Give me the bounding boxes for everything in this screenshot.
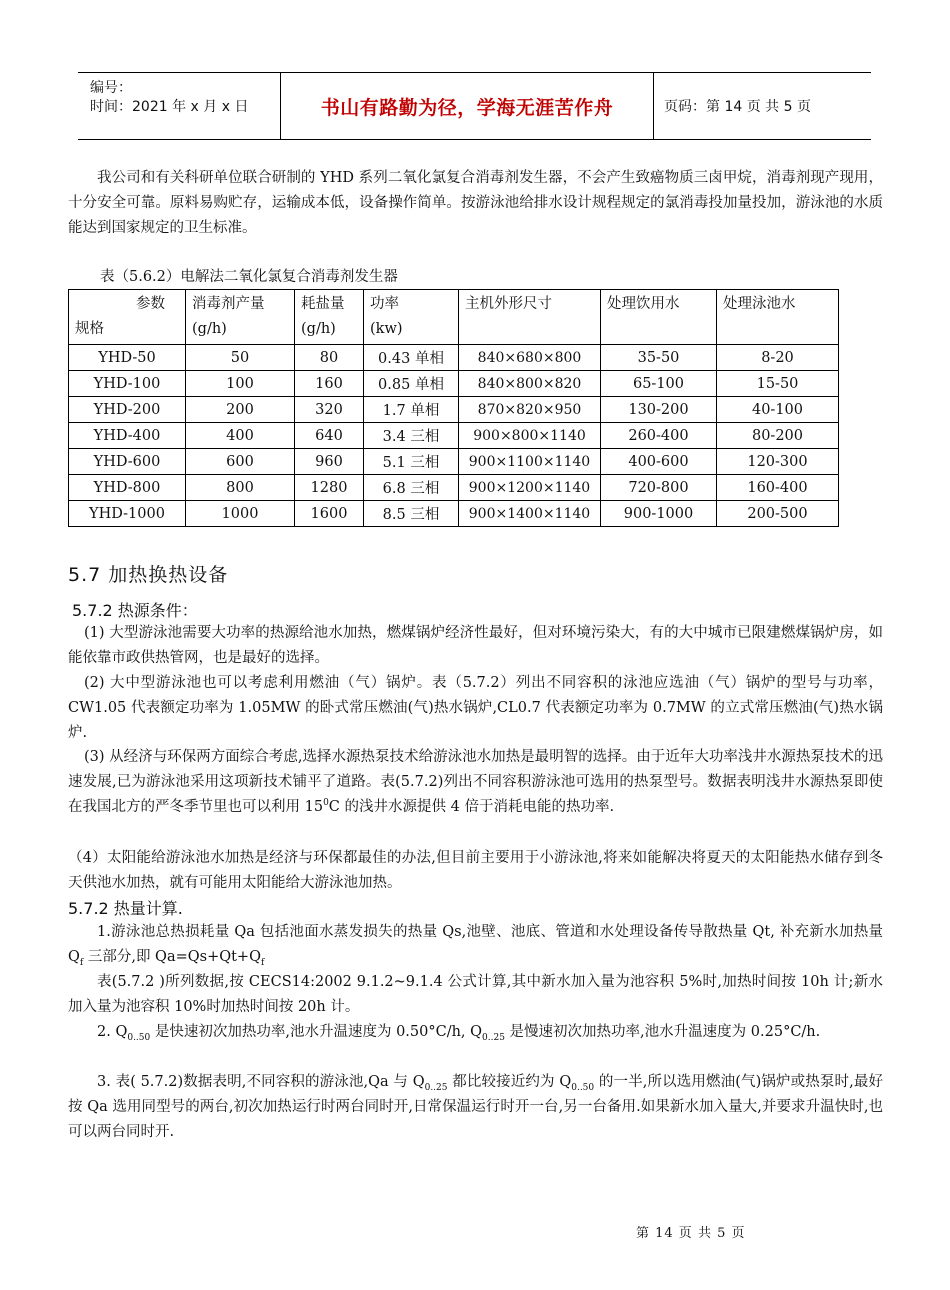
table-row — [69, 371, 839, 397]
cell-salt: 1600 — [295, 501, 364, 527]
cell-size: 870×820×950 — [459, 397, 601, 423]
cell-pool: 80-200 — [717, 423, 839, 449]
table-row — [69, 345, 839, 371]
header-output-label: 消毒剂产量 — [192, 296, 265, 312]
header-number: 编号： — [90, 80, 132, 96]
cell-power: 5.1 三相 — [364, 449, 459, 475]
p3-text-a: (3) 从经济与环保两方面综合考虑,选择水源热泵技术给游泳池水加热是最明智的选择。由于近年大功率浅井水源热泵技术的迅速发展,已为游泳池采用这项新技术铺平了道路。表(5.7.2)列出不同容积游泳池可选用的热泵型号。数据表明浅井水源热泵即使在我国北方的严冬季节里也可以利用 15 — [68, 749, 883, 815]
header-drink-label: 处理饮用水 — [607, 296, 680, 312]
subsection-heat-source: 5.7.2 热源条件： — [72, 601, 198, 620]
paragraph-calc-1 — [68, 920, 883, 970]
header-salt-label: 耗盐量 — [301, 296, 345, 312]
cell-pool: 15-50 — [717, 371, 839, 397]
disinfectant-generator-table — [68, 289, 839, 527]
table-caption: 表（5.6.2）电解法二氧化氯复合消毒剂发生器 — [100, 269, 398, 285]
cell-output: 100 — [186, 371, 295, 397]
cell-model: YHD-1000 — [69, 501, 186, 527]
section-title: 5.7 加热换热设备 — [68, 564, 229, 586]
cell-salt: 320 — [295, 397, 364, 423]
cell-model: YHD-200 — [69, 397, 186, 423]
header-power-label: 功率 — [370, 296, 399, 312]
c1-text-a: 1.游泳池总热损耗量 Qa 包括池面水蒸发损失的热量 Qs,池壁、池底、管道和水处理设备传导散热量 Qt, 补充新水加热量 Q — [68, 924, 883, 965]
cell-output: 1000 — [186, 501, 295, 527]
header-size-label: 主机外形尺寸 — [465, 296, 552, 312]
cell-drink: 720-800 — [601, 475, 717, 501]
paragraph-calc-2 — [68, 1020, 883, 1045]
c2-text-a: 2. Q — [97, 1024, 128, 1040]
cell-model: YHD-600 — [69, 449, 186, 475]
cell-size: 900×1200×1140 — [459, 475, 601, 501]
header-salt-unit: (g/h) — [301, 321, 336, 337]
cell-size: 900×1400×1140 — [459, 501, 601, 527]
header-pool-label: 处理泳池水 — [723, 296, 796, 312]
paragraph-heat-source-1: (1) 大型游泳池需要大功率的热源给池水加热，燃煤锅炉经济性最好，但对环境污染大，有的大中城市已限建燃煤锅炉房，如能依靠市政供热管网，也是最好的选择。 — [68, 625, 883, 666]
header-motto: 书山有路勤为径，学海无涯苦作舟 — [281, 73, 654, 139]
header-output-unit: (g/h) — [192, 321, 227, 337]
cell-model: YHD-400 — [69, 423, 186, 449]
cell-size: 900×800×1140 — [459, 423, 601, 449]
cell-output: 400 — [186, 423, 295, 449]
c2-text-b: 是快速初次加热功率,池水升温速度为 0.50°C/h, Q — [150, 1024, 483, 1040]
cell-pool: 40-100 — [717, 397, 839, 423]
table-row — [69, 397, 839, 423]
cell-size: 900×1100×1140 — [459, 449, 601, 475]
paragraph-calc-3 — [68, 1070, 883, 1145]
cell-output: 600 — [186, 449, 295, 475]
header-salt — [295, 290, 364, 345]
header-drink — [601, 290, 717, 345]
cell-model: YHD-100 — [69, 371, 186, 397]
header-power-unit: (kw) — [370, 321, 403, 337]
cell-salt: 960 — [295, 449, 364, 475]
cell-output: 800 — [186, 475, 295, 501]
cell-pool: 120-300 — [717, 449, 839, 475]
p3-superscript: 0 — [323, 798, 329, 809]
cell-model: YHD-50 — [69, 345, 186, 371]
cell-size: 840×800×820 — [459, 371, 601, 397]
header-power — [364, 290, 459, 345]
c3-text-a: 3. 表( 5.7.2)数据表明,不同容积的游泳池,Qa 与 Q — [97, 1074, 425, 1090]
header-spec: 规格 — [75, 321, 104, 337]
header-size — [459, 290, 601, 345]
paragraph-heat-source-4: （4）太阳能给游泳池水加热是经济与环保都最佳的办法,但目前主要用于小游泳池,将来如能解决将夏天的太阳能热水储存到冬天供池水加热，就有可能用太阳能给大游泳池加热。 — [68, 850, 883, 891]
cell-power: 1.7 单相 — [364, 397, 459, 423]
c2-subscript-2: 0..25 — [482, 1032, 505, 1043]
c3-subscript-1: 0..25 — [424, 1082, 448, 1093]
cell-drink: 260-400 — [601, 423, 717, 449]
cell-salt: 640 — [295, 423, 364, 449]
header-page-number: 页码：第 14 页 共 5 页 — [664, 99, 811, 115]
cell-pool: 8-20 — [717, 345, 839, 371]
cell-power: 3.4 三相 — [364, 423, 459, 449]
cell-output: 200 — [186, 397, 295, 423]
header-param-spec — [69, 290, 186, 345]
cell-pool: 160-400 — [717, 475, 839, 501]
table-row — [69, 501, 839, 527]
c1-text-b: 三部分,即 Qa=Qs+Qt+Q — [83, 949, 261, 965]
c3-text-b: 都比较接近约为 Q — [447, 1074, 572, 1090]
cell-power: 0.85 单相 — [364, 371, 459, 397]
cell-power: 6.8 三相 — [364, 475, 459, 501]
table-row — [69, 449, 839, 475]
p3-text-b: C 的浅井水源提供 4 倍于消耗电能的热功率. — [328, 799, 615, 815]
header-meta — [78, 73, 281, 139]
cell-drink: 900-1000 — [601, 501, 717, 527]
cell-drink: 400-600 — [601, 449, 717, 475]
c1-subscript-1: f — [79, 957, 84, 968]
header-pool — [717, 290, 839, 345]
header-output — [186, 290, 295, 345]
paragraph-heat-source-3 — [68, 745, 883, 820]
cell-power: 8.5 三相 — [364, 501, 459, 527]
paragraph-heat-source-2: (2) 大中型游泳池也可以考虑利用燃油（气）锅炉。表（5.7.2）列出不同容积的泳池应选油（气）锅炉的型号与功率，CW1.05 代表额定功率为 1.05MW 的卧式常压燃油(气)热水锅炉,CL0.7 代表额定功率为 0.7MW 的立式常压燃油(气)热水锅炉. — [68, 675, 883, 741]
c2-subscript-1: 0..50 — [127, 1032, 151, 1043]
c3-text-c: 的一半,所以选用燃油(气)锅炉或热泵时,最好按 Qa 选用同型号的两台,初次加热运行时两台同时开,日常保温运行时开一台,另一台备用.如果新水加入量大,并要求升温快时,也可以两台同时开. — [68, 1074, 884, 1140]
cell-power: 0.43 单相 — [364, 345, 459, 371]
page-footer: 第 14 页 共 5 页 — [636, 1226, 746, 1241]
cell-drink: 130-200 — [601, 397, 717, 423]
cell-salt: 1280 — [295, 475, 364, 501]
c3-subscript-2: 0..50 — [571, 1082, 595, 1093]
cell-salt: 160 — [295, 371, 364, 397]
intro-paragraph: 我公司和有关科研单位联合研制的 YHD 系列二氧化氯复合消毒剂发生器，不会产生致癌物质三卤甲烷，消毒剂现产现用，十分安全可靠。原料易购贮存，运输成本低，设备操作简单。按游泳池给排水设计规程规定的氯消毒投加量投加，游泳池的水质能达到国家规定的卫生标准。 — [68, 170, 883, 236]
cell-salt: 80 — [295, 345, 364, 371]
cell-pool: 200-500 — [717, 501, 839, 527]
cell-size: 840×680×800 — [459, 345, 601, 371]
header-param: 参数 — [136, 296, 165, 312]
cell-drink: 65-100 — [601, 371, 717, 397]
subsection-heat-calc: 5.7.2 热量计算. — [68, 899, 183, 918]
table-header-row — [69, 290, 839, 345]
cell-drink: 35-50 — [601, 345, 717, 371]
table-row — [69, 423, 839, 449]
cell-output: 50 — [186, 345, 295, 371]
c2-text-c: 是慢速初次加热功率,池水升温速度为 0.25°C/h. — [504, 1024, 821, 1040]
paragraph-calc-1b: 表(5.7.2 )所列数据,按 CECS14:2002 9.1.2~9.1.4 公式计算,其中新水加入量为池容积 5%时,加热时间按 10h 计;新水加入量为池容积 10%时加热时间按 20h 计。 — [68, 974, 883, 1015]
page-header — [78, 72, 871, 140]
header-time: 时间：2021 年 x 月 x 日 — [90, 99, 249, 115]
c1-subscript-2: f — [260, 957, 265, 968]
table-row — [69, 475, 839, 501]
cell-model: YHD-800 — [69, 475, 186, 501]
